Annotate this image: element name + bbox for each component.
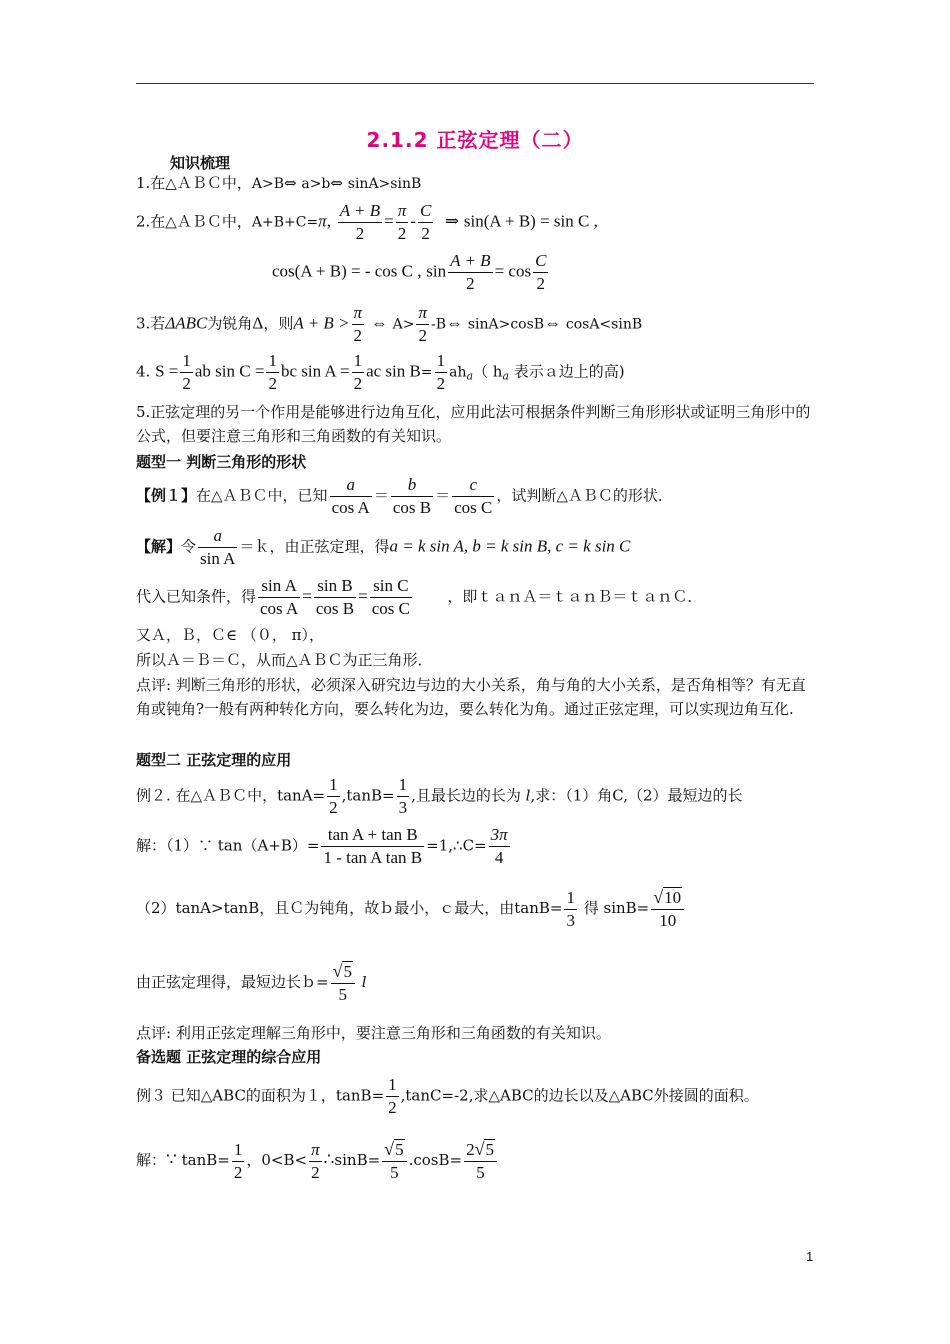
fraction: $\frac{1}{2}$ (268, 351, 277, 393)
comment-1: 点评: 判断三角形的形状，必须深入研究边与边的大小关系，角与角的大小关系，是否角相等？有无直角或钝角?一般有两种转化方向，要么转化为边，要么转化为角。通过正弦定理，可以实现边角互化. (136, 676, 806, 718)
fraction: $\frac{a}{\text{cos A}}$ (331, 475, 370, 517)
fraction: $\frac{√5}{5}$ (331, 960, 355, 1006)
solution-2-part2: （2）tanA>tanB，且Ｃ为钝角，故ｂ最小，ｃ最大，由tanB= $\frac{1}{3}$ 得 sinB= $\frac{√10}{10}$ (136, 886, 686, 932)
fraction: $\frac{1}{2}$ (388, 1075, 397, 1117)
fraction: $\frac{2√5}{5}$ (464, 1138, 497, 1184)
fraction: $\frac{A + B}{2}$ (450, 251, 491, 293)
fraction: $\frac{1}{2}$ (182, 351, 191, 393)
fraction: $\frac{1}{3}$ (398, 775, 408, 817)
fraction: $\frac{\pi}{2}$ (418, 303, 427, 345)
knowledge-item-2-cont: cos(A + B) = - cos C , sin $\frac{A + B}{2}$ = cos $\frac{C}{2}$ (272, 251, 547, 293)
fraction: $\frac{1}{2}$ (353, 351, 363, 393)
page-title: 2.1.2 正弦定理（二） (366, 128, 584, 152)
knowledge-item-5: 5.正弦定理的另一个作用是能够进行边角互化，应用此法可根据条件判断三角形形状或证明三角形中的公式，但要注意三角形和三角函数的有关知识。 (136, 403, 811, 445)
fraction: $\frac{\pi}{2}$ (397, 201, 407, 243)
fraction: $\frac{1}{3}$ (566, 887, 575, 930)
knowledge-item-2: 2.在△ＡＢＣ中，A+B+C=π, $\frac{A + B}{2}$ = $\frac{\pi}{2}$ - $\frac{C}{2}$ ⇒ sin(A + B) = sin C , (136, 201, 598, 243)
solution-2-part2-result: 由正弦定理得，最短边长ｂ= $\frac{√5}{5}$ l (136, 961, 367, 1004)
fraction: $\frac{\pi}{2}$ (311, 1139, 320, 1182)
fraction: $\frac{1}{2}$ (329, 775, 338, 817)
header-rule (136, 83, 814, 84)
bonus-heading: 备选题 正弦定理的综合应用 (136, 1048, 322, 1066)
type2-heading: 题型二 正弦定理的应用 (136, 751, 292, 769)
fraction: $\frac{\text{sin C}}{\text{cos C}}$ (371, 576, 410, 618)
example-3: 例３ 已知△ABC的面积为１，tanB= $\frac{1}{2}$ ,tanC=-2,求△ABC的边长以及△ABC外接圆的面积。 (136, 1075, 759, 1117)
fraction: $\frac{√10}{10}$ (651, 886, 684, 932)
fraction: $\frac{\pi}{2}$ (353, 303, 363, 345)
knowledge-item-3: 3.若ΔABC为锐角Δ，则A + B > $\frac{\pi}{2}$ ⇔ A> $\frac{\pi}{2}$ -B⇔ sinA>cosB⇔ cosA<sinB (136, 303, 643, 345)
fraction: $\frac{\text{sin B}}{\text{cos B}}$ (315, 576, 355, 618)
page-number: 1 (806, 1249, 814, 1264)
solution-2-part1: 解：（1）∵ tan（A+B）= $\frac{\text{tan A + tan B}}{\text{1 - tan A tan B}}$ =1,∴C= $\frac{3\pi}{4}$ (136, 825, 508, 867)
fraction: $\frac{C}{2}$ (419, 201, 432, 243)
solution-3: 解：∵ tanB= $\frac{1}{2}$ ，0<B< $\frac{\pi}{2}$ ∴sinB= $\frac{√5}{5}$ .cosB= $\frac{2√5}{5}$ (136, 1138, 499, 1184)
knowledge-item-4: 4. S = $\frac{1}{2}$ ab sin C = $\frac{1}{2}$ bc sin A = $\frac{1}{2}$ ac sin B= $\frac{1}{2}$ $ah_a$（ $h_a$ 表示ａ边上的高) (136, 351, 625, 393)
solution-1-conclusion: 所以Ａ＝Ｂ＝Ｃ，从而△ＡＢＣ为正三角形． (136, 651, 433, 669)
fraction: $\frac{c}{\text{cos C}}$ (454, 475, 493, 517)
fraction: $\frac{C}{2}$ (535, 251, 547, 293)
section-knowledge-heading: 知识梳理 (170, 154, 231, 172)
comment-2: 点评: 利用正弦定理解三角形中，要注意三角形和三角函数的有关知识。 (136, 1024, 611, 1042)
fraction: $\frac{A + B}{2}$ (339, 201, 381, 243)
fraction: $\frac{a}{\text{sin A}}$ (200, 526, 236, 568)
example-1: 【例１】在△ＡＢＣ中，已知 $\frac{a}{\text{cos A}}$ ＝ $\frac{b}{\text{cos B}}$ ＝ $\frac{c}{\text{cos C}}$ ，试判断△ＡＢＣ的形状． (136, 475, 673, 517)
knowledge-item-1: 1.在△ＡＢＣ中，A>B⇔ a>b⇔ sinA>sinB (136, 174, 422, 192)
fraction: $\frac{b}{\text{cos B}}$ (392, 475, 432, 517)
fraction: $\frac{3\pi}{4}$ (490, 825, 508, 867)
fraction: $\frac{1}{2}$ (233, 1139, 243, 1182)
solution-1-substitution: 代入已知条件，得 $\frac{\text{sin A}}{\text{cos A}}$ = $\frac{\text{sin B}}{\text{cos B}}$ = $\frac{\text{sin C}}{\text{cos C}}$ ，即ｔａｎＡ＝ｔａｎＢ＝ｔａｎＣ． (136, 576, 703, 618)
fraction: $\frac{√5}{5}$ (382, 1138, 406, 1184)
fraction: $\frac{\text{tan A + tan B}}{\text{1 - tan A tan B}}$ (323, 825, 423, 867)
solution-1: 【解】令 $\frac{a}{\text{sin A}}$ ＝ｋ，由正弦定理，得a = k sin A, b = k sin B, c = k sin C (136, 526, 631, 568)
solution-1-range: 又Ａ，Ｂ，Ｃ∈ （０， π）， (136, 626, 324, 644)
fraction: $\frac{\text{sin A}}{\text{cos A}}$ (260, 576, 299, 618)
example-2: 例２. 在△ＡＢＣ中，tanA= $\frac{1}{2}$ ,tanB= $\frac{1}{3}$ ,且最长边的长为 l,求：（1）角C,（2）最短边的长 (136, 775, 743, 817)
type1-heading: 题型一 判断三角形的形状 (136, 453, 307, 471)
fraction: $\frac{1}{2}$ (436, 351, 446, 393)
